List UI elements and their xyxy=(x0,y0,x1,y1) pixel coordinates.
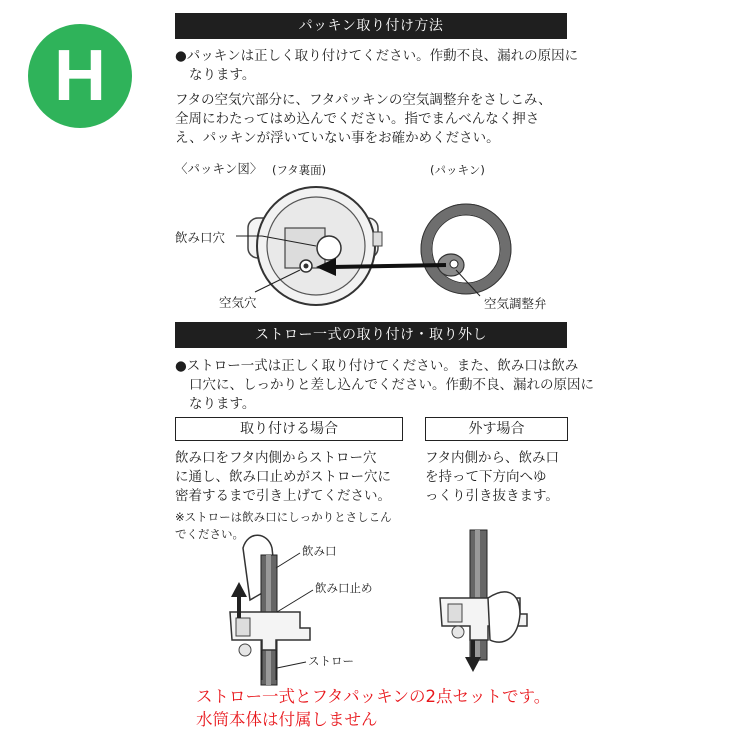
air-valve-label: 空気調整弁 xyxy=(484,296,547,311)
attach-heading: 取り付ける場合 xyxy=(175,417,403,441)
section-title-straw: ストロー一式の取り付け・取り外し xyxy=(175,322,567,348)
lid-back-label: (フタ裏面) xyxy=(272,163,327,177)
remove-heading: 外す場合 xyxy=(425,417,568,441)
straw-note-line1: ●ストロー一式は正しく取り付けてください。また、飲み口は飲み xyxy=(175,358,579,374)
footer-note-line1: ストロー一式とフタパッキンの2点セットです。 xyxy=(196,687,551,706)
attach-line1: 飲み口をフタ内側からストロー穴 xyxy=(175,450,377,466)
packing-diagram-title: 〈パッキン図〉 xyxy=(175,161,263,176)
packing-instruction-line1: フタの空気穴部分に、フタパッキンの空気調整弁をさしこみ、 xyxy=(175,92,552,108)
attach-note-line2: でください。 xyxy=(175,527,244,541)
packing-note-line2: なります。 xyxy=(189,67,256,83)
drink-port-label: 飲み口穴 xyxy=(175,230,226,245)
h-badge-icon: H xyxy=(28,24,132,128)
remove-line2: を持って下方向へゆ xyxy=(425,469,547,485)
attach-line3: 密着するまで引き上げてください。 xyxy=(175,488,391,504)
packing-instruction-line2: 全周にわたってはめ込んでください。指でまんべんなく押さ xyxy=(175,111,540,127)
mouthpiece-stopper-label: 飲み口止め xyxy=(315,581,373,595)
packing-instruction-line3: え、パッキンが浮いていない事をお確かめください。 xyxy=(175,130,500,146)
air-hole-label: 空気穴 xyxy=(219,295,257,310)
attach-line2: に通し、飲み口止めがストロー穴に xyxy=(175,469,391,485)
section-title-packing: パッキン取り付け方法 xyxy=(175,13,567,39)
packing-label: (パッキン) xyxy=(430,163,485,177)
packing-note-line1: ●パッキンは正しく取り付けてください。作動不良、漏れの原因に xyxy=(175,48,579,64)
remove-line3: っくり引き抜きます。 xyxy=(425,488,559,504)
straw-note-line2: 口穴に、しっかりと差し込んでください。作動不良、漏れの原因に xyxy=(189,377,594,393)
remove-illustration xyxy=(440,530,527,660)
attach-illustration xyxy=(230,535,310,685)
footer-note-line2: 水筒本体は付属しません xyxy=(196,710,378,729)
straw-label: ストロー xyxy=(308,654,354,668)
remove-line1: フタ内側から、飲み口 xyxy=(425,450,560,466)
attach-note-line1: ※ストローは飲み口にしっかりとさしこん xyxy=(175,510,392,524)
mouthpiece-label: 飲み口 xyxy=(302,544,337,558)
straw-note-line3: なります。 xyxy=(189,396,256,412)
